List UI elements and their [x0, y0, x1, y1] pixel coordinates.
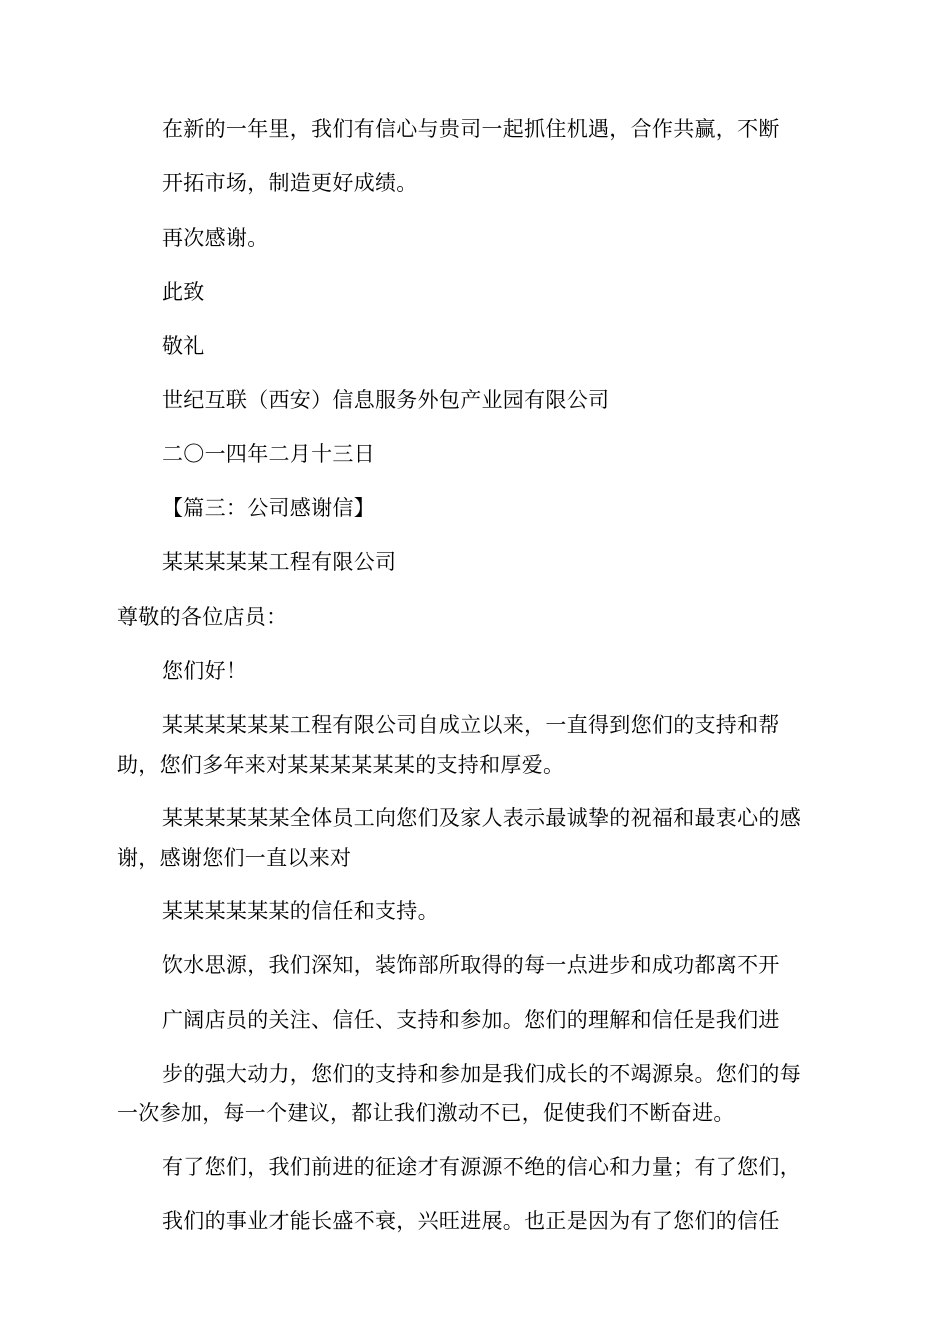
text-line: 饮水思源，我们深知，装饰部所取得的每一点进步和成功都离不开: [162, 953, 780, 977]
sender-company: 某某某某某工程有限公司: [162, 550, 397, 574]
text-line: 我们的事业才能长盛不衰，兴旺进展。也正是因为有了您们的信任: [162, 1209, 780, 1233]
text-line: 某某某某某某工程有限公司自成立以来，一直得到您们的支持和帮: [162, 713, 780, 737]
text-line: 一次参加，每一个建议，都让我们激动不已，促使我们不断奋进。: [117, 1101, 735, 1125]
text-line: 开拓市场，制造更好成绩。: [162, 171, 418, 195]
text-line: 在新的一年里，我们有信心与贵司一起抓住机遇，合作共赢，不断: [162, 117, 780, 141]
text-line: 某某某某某某全体员工向您们及家人表示最诚挚的祝福和最衷心的感: [162, 806, 801, 830]
salutation: 尊敬的各位店员：: [117, 605, 288, 629]
text-line: 有了您们，我们前进的征途才有源源不绝的信心和力量；有了您们，: [162, 1155, 801, 1179]
text-line: 再次感谢。: [162, 226, 269, 250]
greeting: 您们好！: [162, 659, 248, 683]
signature-company: 世纪互联（西安）信息服务外包产业园有限公司: [162, 388, 610, 412]
text-line: 敬礼: [162, 334, 205, 358]
text-line: 某某某某某某的信任和支持。: [162, 899, 439, 923]
text-line: 谢，感谢您们一直以来对: [117, 846, 352, 870]
signature-date: 二〇一四年二月十三日: [162, 442, 375, 466]
section-heading: 【篇三：公司感谢信】: [162, 496, 375, 520]
text-line: 广阔店员的关注、信任、支持和参加。您们的理解和信任是我们进: [162, 1008, 780, 1032]
text-line: 此致: [162, 280, 205, 304]
text-line: 助，您们多年来对某某某某某某的支持和厚爱。: [117, 753, 565, 777]
text-line: 步的强大动力，您们的支持和参加是我们成长的不竭源泉。您们的每: [162, 1062, 801, 1086]
